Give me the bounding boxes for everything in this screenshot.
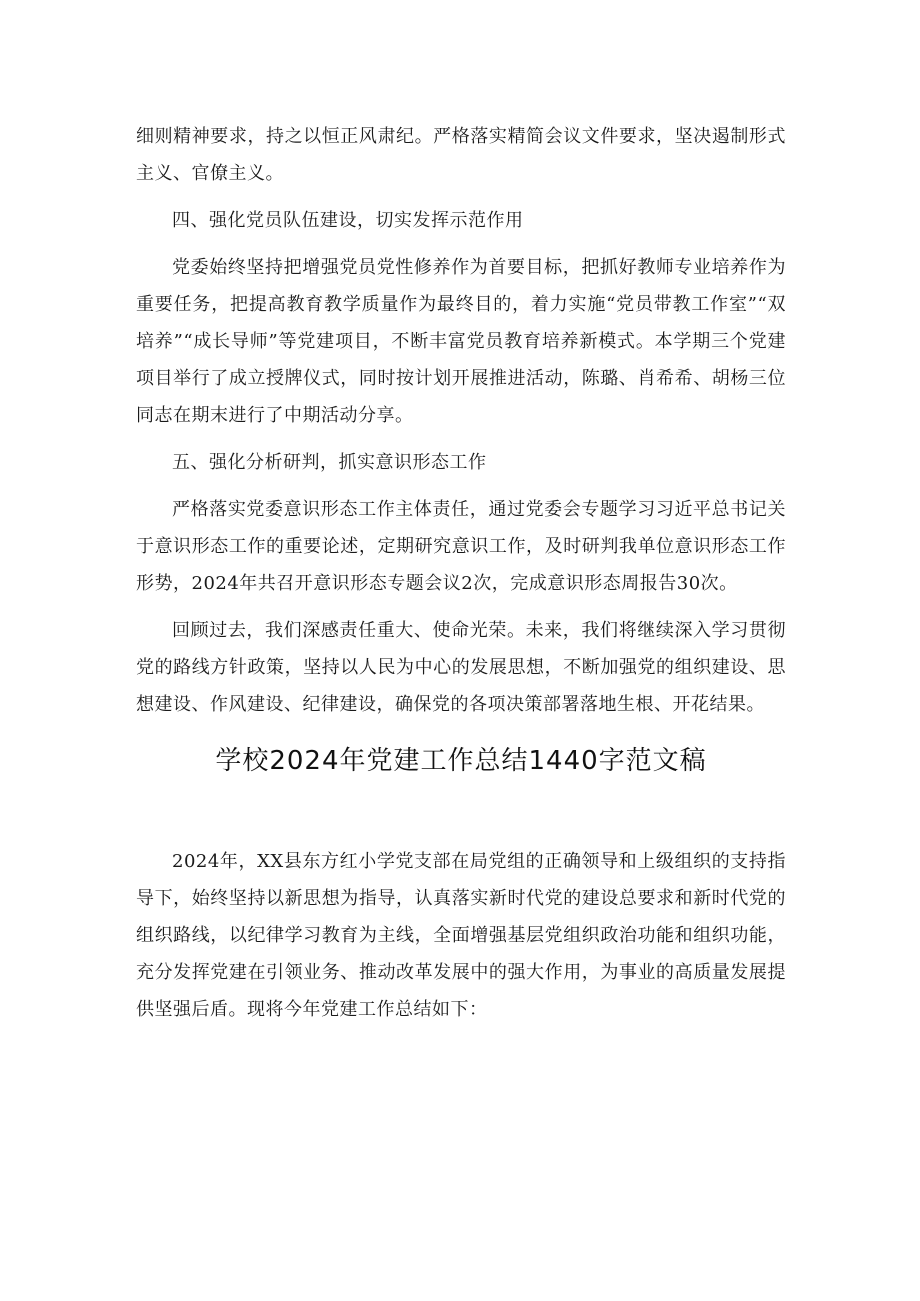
paragraph-continuation: 细则精神要求，持之以恒正风肃纪。严格落实精简会议文件要求，坚决遏制形式主义、官僚主义。 [136, 126, 786, 184]
section-heading-4: 四、强化党员队伍建设，切实发挥示范作用 [172, 210, 524, 231]
paragraph-section-5: 严格落实党委意识形态工作主体责任，通过党委会专题学习习近平总书记关于意识形态工作的重要论述，定期研究意识工作，及时研判我单位意识形态工作形势，2024年共召开意识形态专题会议2次，完成意识形态周报告30次。 [136, 499, 786, 594]
section-heading-5: 五、强化分析研判，抓实意识形态工作 [172, 452, 487, 473]
paragraph-intro: 2024年，XX县东方红小学党支部在局党组的正确领导和上级组织的支持指导下，始终坚持以新思想为指导，认真落实新时代党的建设总要求和新时代党的组织路线，以纪律学习教育为主线，全面增强基层党组织政治功能和组织功能，充分发挥党建在引领业务、推动改革发展中的强大作用，为事业的高质量发展提供坚强后盾。现将今年党建工作总结如下： [136, 851, 786, 1020]
paragraph-review: 回顾过去，我们深感责任重大、使命光荣。未来，我们将继续深入学习贯彻党的路线方针政策，坚持以人民为中心的发展思想，不断加强党的组织建设、思想建设、作风建设、纪律建设，确保党的各项决策部署落地生根、开花结果。 [136, 620, 786, 715]
document-title: 学校2024年党建工作总结1440字范文稿 [215, 746, 707, 776]
paragraph-section-4: 党委始终坚持把增强党员党性修养作为首要目标，把抓好教师专业培养作为重要任务，把提高教育教学质量作为最终目的，着力实施“党员带教工作室”“双培养”“成长导师”等党建项目，不断丰富党员教育培养新模式。本学期三个党建项目举行了成立授牌仪式，同时按计划开展推进活动，陈璐、肖希希、胡杨三位同志在期末进行了中期活动分享。 [136, 257, 786, 426]
document-body [136, 118, 786, 1028]
